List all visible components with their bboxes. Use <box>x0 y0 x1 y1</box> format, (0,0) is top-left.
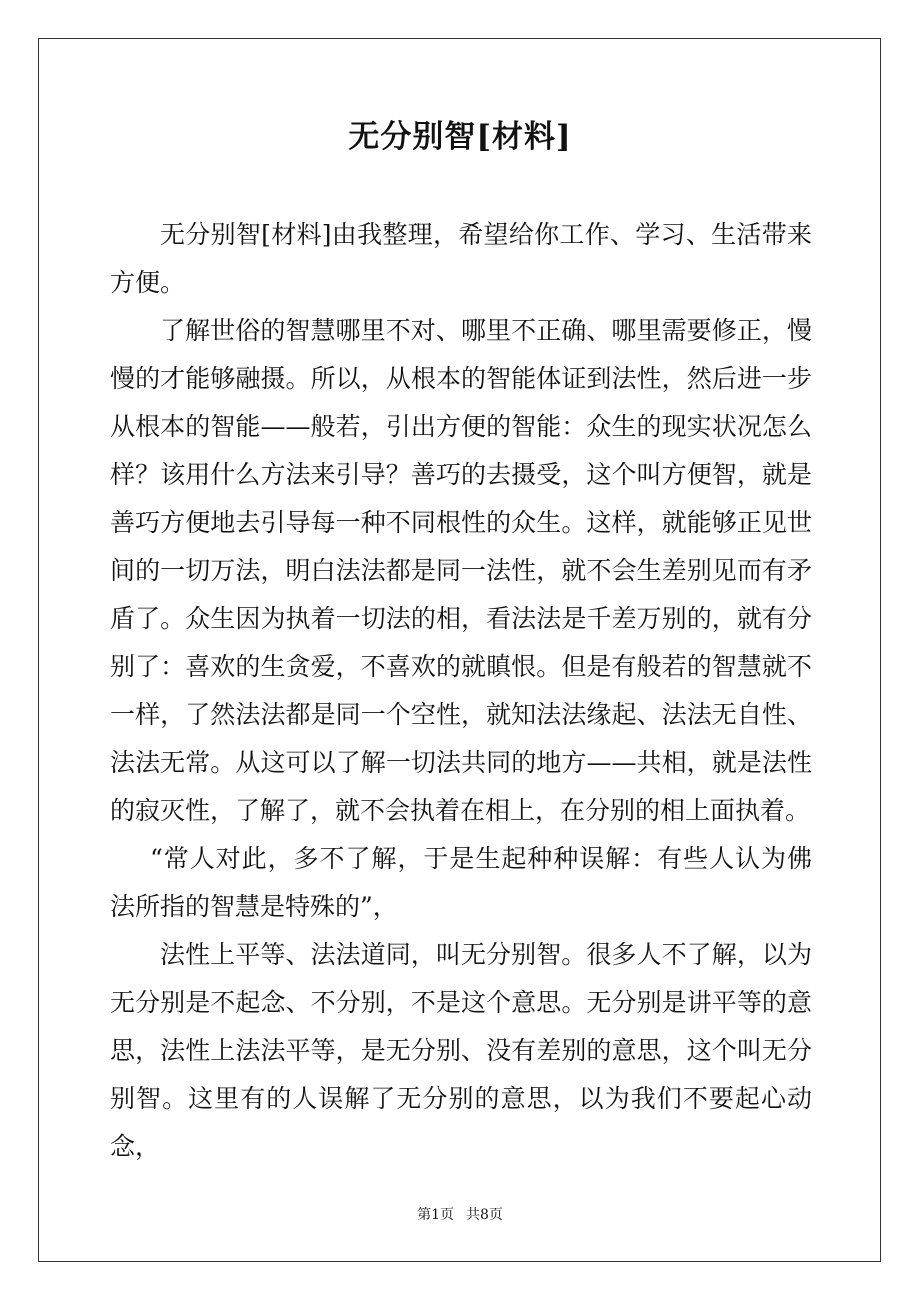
page-number-current: 第1页 <box>417 1207 454 1223</box>
paragraph: 无分别智[材料]由我整理，希望给你工作、学习、生活带来方便。 <box>110 220 812 297</box>
document-body <box>110 211 812 1171</box>
document-title: 无分别智[材料] <box>348 119 572 155</box>
page-number-total: 共8页 <box>466 1207 503 1223</box>
paragraph: “常人对此，多不了解，于是生起种种误解：有些人认为佛法所指的智慧是特殊的”， <box>110 844 812 921</box>
paragraph: 法性上平等、法法道同，叫无分别智。很多人不了解，以为无分别是不起念、不分别，不是这个意思。无分别是讲平等的意思，法性上法法平等，是无分别、没有差别的意思，这个叫无分别智。这里有的人误解了无分别的意思，以为我们不要起心动念， <box>110 940 812 1161</box>
page-footer <box>0 1206 920 1224</box>
paragraph: 了解世俗的智慧哪里不对、哪里不正确、哪里需要修正，慢慢的才能够融摄。所以，从根本的智能体证到法性，然后进一步从根本的智能——般若，引出方便的智能：众生的现实状况怎么样？该用什么方法来引导？善巧的去摄受，这个叫方便智，就是善巧方便地去引导每一种不同根性的众生。这样，就能够正见世间的一切万法，明白法法都是同一法性，就不会生差别见而有矛盾了。众生因为执着一切法的相，看法法是千差万别的，就有分别了：喜欢的生贪爱，不喜欢的就瞋恨。但是有般若的智慧就不一样，了然法法都是同一个空性，就知法法缘起、法法无自性、法法无常。从这可以了解一切法共同的地方——共相，就是法性的寂灭性，了解了，就不会执着在相上，在分别的相上面执着。 <box>110 316 812 825</box>
